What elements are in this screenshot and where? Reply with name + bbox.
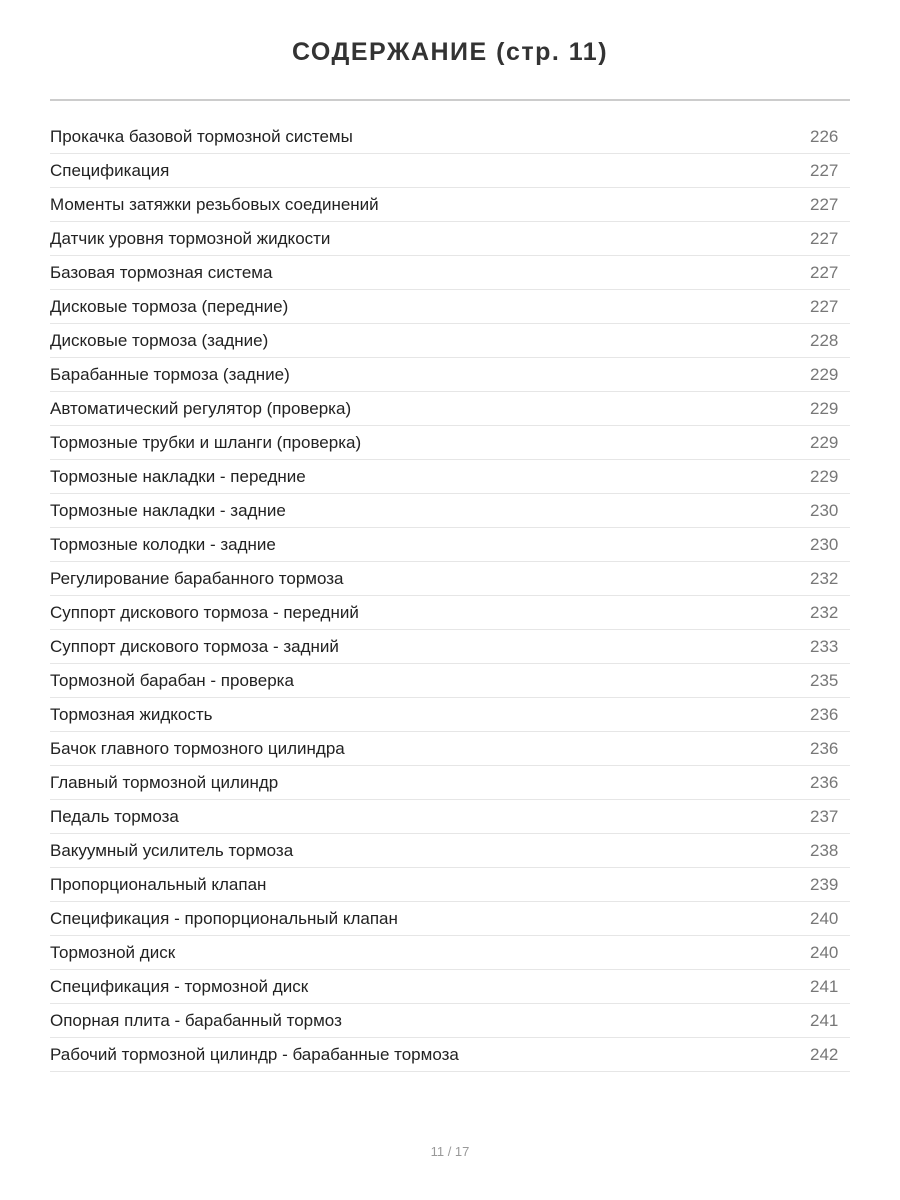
toc-entry-page: 232 xyxy=(810,602,839,622)
toc-entry[interactable] xyxy=(50,630,850,664)
toc-entry-page: 238 xyxy=(810,840,839,860)
toc-entry-label: Рабочий тормозной цилиндр - барабанные тормоза xyxy=(50,1044,459,1064)
toc-entry-page: 239 xyxy=(810,874,839,894)
toc-entry[interactable] xyxy=(50,766,850,800)
toc-entry[interactable] xyxy=(50,494,850,528)
page-title: СОДЕРЖАНИЕ (стр. 11) xyxy=(291,38,609,66)
toc-entry[interactable] xyxy=(50,392,850,426)
toc-entry[interactable] xyxy=(50,834,850,868)
toc-entry-label: Тормозной барабан - проверка xyxy=(50,670,294,690)
toc-entry-label: Моменты затяжки резьбовых соединений xyxy=(50,194,379,214)
toc-entry[interactable] xyxy=(50,358,850,392)
toc-entry[interactable] xyxy=(50,528,850,562)
toc-entry-label: Регулирование барабанного тормоза xyxy=(50,568,344,588)
toc-entry[interactable] xyxy=(50,256,850,290)
toc-entry[interactable] xyxy=(50,460,850,494)
toc-entry[interactable] xyxy=(50,732,850,766)
toc-entry[interactable] xyxy=(50,188,850,222)
toc-entry-page: 227 xyxy=(810,262,839,282)
toc-entry-page: 240 xyxy=(810,942,839,962)
toc-entry-page: 227 xyxy=(810,296,839,316)
toc-entry[interactable] xyxy=(50,324,850,358)
toc-entry[interactable] xyxy=(50,120,850,154)
toc-entry-label: Спецификация - пропорциональный клапан xyxy=(50,908,398,928)
toc-entry[interactable] xyxy=(50,970,850,1004)
toc-entry-label: Тормозные колодки - задние xyxy=(50,534,276,554)
toc-entry[interactable] xyxy=(50,664,850,698)
toc-entry-page: 229 xyxy=(810,466,839,486)
toc-entry[interactable] xyxy=(50,1004,850,1038)
toc-entry-label: Спецификация - тормозной диск xyxy=(50,976,309,996)
toc-entry-page: 227 xyxy=(810,228,839,248)
toc-entry-label: Тормозная жидкость xyxy=(50,704,213,724)
page-indicator: 11 / 17 xyxy=(430,1144,470,1159)
toc-entry[interactable] xyxy=(50,562,850,596)
toc-entry[interactable] xyxy=(50,222,850,256)
toc-entry-page: 229 xyxy=(810,364,839,384)
toc-entry-page: 236 xyxy=(810,772,839,792)
toc-entry-label: Прокачка базовой тормозной системы xyxy=(50,126,353,146)
toc-entry-page: 230 xyxy=(810,534,839,554)
toc-entry-label: Барабанные тормоза (задние) xyxy=(50,364,290,384)
toc-entry[interactable] xyxy=(50,902,850,936)
toc-entry-page: 237 xyxy=(810,806,839,826)
toc-entry-page: 233 xyxy=(810,636,839,656)
toc-entry-page: 241 xyxy=(810,1010,839,1030)
toc-entry-page: 236 xyxy=(810,704,839,724)
toc-entry[interactable] xyxy=(50,1038,850,1072)
toc-entry-label: Базовая тормозная система xyxy=(50,262,273,282)
toc-entry-page: 228 xyxy=(810,330,839,350)
toc-entry-label: Бачок главного тормозного цилиндра xyxy=(50,738,345,758)
toc-entry-label: Главный тормозной цилиндр xyxy=(50,772,279,792)
toc-entry[interactable] xyxy=(50,800,850,834)
toc-entry-label: Опорная плита - барабанный тормоз xyxy=(50,1010,342,1030)
toc-entry-page: 232 xyxy=(810,568,839,588)
toc-entry-page: 236 xyxy=(810,738,839,758)
toc-list xyxy=(50,120,850,1072)
toc-entry-label: Тормозные трубки и шланги (проверка) xyxy=(50,432,362,452)
toc-entry-page: 229 xyxy=(810,398,839,418)
toc-entry[interactable] xyxy=(50,936,850,970)
toc-entry-page: 227 xyxy=(810,160,839,180)
toc-entry[interactable] xyxy=(50,290,850,324)
toc-entry[interactable] xyxy=(50,426,850,460)
toc-entry-label: Тормозные накладки - задние xyxy=(50,500,286,520)
toc-entry-label: Суппорт дискового тормоза - задний xyxy=(50,636,339,656)
toc-entry-label: Суппорт дискового тормоза - передний xyxy=(50,602,359,622)
toc-entry-page: 241 xyxy=(810,976,839,996)
toc-entry-label: Автоматический регулятор (проверка) xyxy=(50,398,352,418)
toc-entry-page: 226 xyxy=(810,126,839,146)
toc-entry-label: Пропорциональный клапан xyxy=(50,874,267,894)
toc-entry-label: Педаль тормоза xyxy=(50,806,179,826)
toc-entry-page: 229 xyxy=(810,432,839,452)
toc-entry-label: Вакуумный усилитель тормоза xyxy=(50,840,294,860)
toc-entry-label: Дисковые тормоза (задние) xyxy=(50,330,269,350)
toc-entry-page: 242 xyxy=(810,1044,839,1064)
toc-entry-label: Дисковые тормоза (передние) xyxy=(50,296,289,316)
toc-entry-page: 227 xyxy=(810,194,839,214)
toc-entry-label: Тормозные накладки - передние xyxy=(50,466,306,486)
toc-entry[interactable] xyxy=(50,596,850,630)
toc-entry-label: Спецификация xyxy=(50,160,170,180)
toc-entry-page: 240 xyxy=(810,908,839,928)
toc-entry-page: 235 xyxy=(810,670,839,690)
title-divider xyxy=(50,99,850,101)
toc-entry[interactable] xyxy=(50,154,850,188)
toc-entry[interactable] xyxy=(50,868,850,902)
toc-entry[interactable] xyxy=(50,698,850,732)
toc-entry-label: Датчик уровня тормозной жидкости xyxy=(50,228,331,248)
toc-entry-page: 230 xyxy=(810,500,839,520)
toc-entry-label: Тормозной диск xyxy=(50,942,176,962)
